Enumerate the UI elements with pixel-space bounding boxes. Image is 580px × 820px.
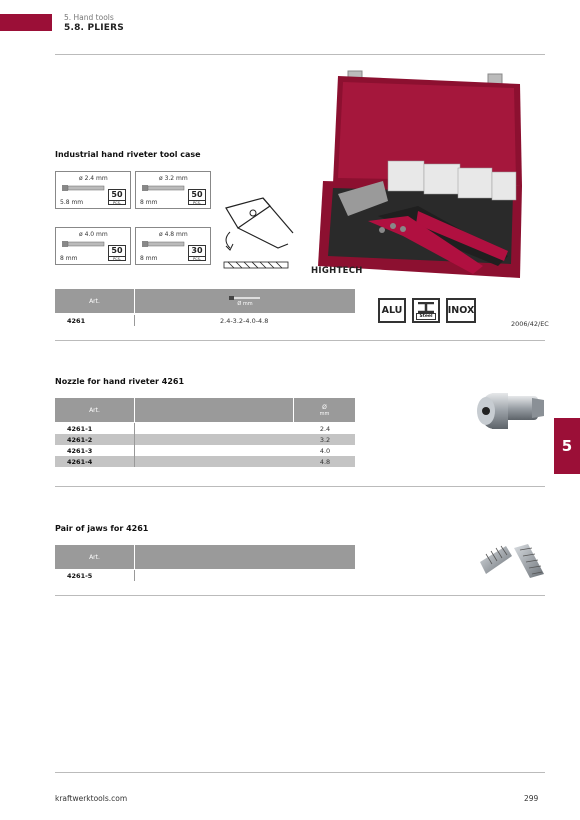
inox-badge: INOX <box>446 298 476 323</box>
art-header: Art. <box>89 553 100 561</box>
steel-badge: Steel <box>412 298 440 323</box>
rivet-qty: 50 PCS. <box>108 245 126 261</box>
divider <box>55 54 545 55</box>
rivet-diameter: ø 3.2 mm <box>159 175 188 182</box>
page-number: 299 <box>524 794 539 803</box>
rivet-icon <box>59 239 107 249</box>
rivet-size-box <box>55 171 131 209</box>
brand-bar <box>0 14 52 31</box>
rivet-size-box <box>135 171 211 209</box>
rivet-icon <box>139 183 187 193</box>
rivet-diameter: ø 2.4 mm <box>79 175 108 182</box>
riveter-table-header <box>55 289 355 313</box>
rivet-size-box <box>135 227 211 265</box>
art-header: Art. <box>89 406 100 414</box>
divider <box>55 595 545 596</box>
table-row: 4261-2 3.2 <box>55 434 355 445</box>
jaws-image <box>476 540 548 582</box>
sizes-value: 2.4-3.2-4.0-4.8 <box>220 317 269 325</box>
riveter-title: Industrial hand riveter tool case <box>55 150 201 159</box>
table-row: 4261-5 <box>55 570 355 581</box>
nozzle-title: Nozzle for hand riveter 4261 <box>55 377 185 386</box>
diameter-header: Ø mm <box>319 403 330 417</box>
hightech-badge: HIGHTECH <box>311 266 363 276</box>
norm-label: 2006/42/EC <box>511 320 549 328</box>
nozzle-table-header <box>55 398 355 422</box>
divider <box>55 486 545 487</box>
table-row: 4261-4 4.8 <box>55 456 355 467</box>
rivet-icon <box>59 183 107 193</box>
rivet-length: 5.8 mm <box>60 199 84 206</box>
rivet-length: 8 mm <box>140 255 158 262</box>
rivet-qty: 50 PCS. <box>108 189 126 205</box>
footer-url[interactable]: kraftwerktools.com <box>55 794 128 803</box>
table-row: 4261-3 4.0 <box>67 447 331 455</box>
riveter-sketch-icon <box>218 188 298 278</box>
rivet-diameter: ø 4.0 mm <box>79 231 108 238</box>
rivet-length: 8 mm <box>60 255 78 262</box>
footer-divider <box>55 772 545 773</box>
table-row <box>55 315 355 326</box>
nozzle-image <box>474 386 546 436</box>
jaws-table-header <box>55 545 355 569</box>
jaws-title: Pair of jaws for 4261 <box>55 524 149 533</box>
rivet-qty: 50 PCS. <box>188 189 206 205</box>
rivet-diameter: ø 4.8 mm <box>159 231 188 238</box>
alu-badge: ALU <box>378 298 406 323</box>
rivet-length: 8 mm <box>140 199 158 206</box>
section-title: 5.8. PLIERS <box>64 23 124 33</box>
tool-case-image <box>308 66 526 281</box>
diameter-header: Ø mm <box>135 289 355 313</box>
rivet-icon <box>139 239 187 249</box>
article-number: 4261 <box>67 317 86 325</box>
table-row: 4261-1 2.4 <box>67 425 331 433</box>
divider <box>55 340 545 341</box>
i-beam-icon <box>417 302 435 313</box>
chapter-tab[interactable]: 5 <box>554 418 580 474</box>
rivet-qty: 30 PCS. <box>188 245 206 261</box>
rivet-size-box <box>55 227 131 265</box>
art-header: Art. <box>89 297 100 305</box>
breadcrumb[interactable]: 5. Hand tools <box>64 13 114 22</box>
